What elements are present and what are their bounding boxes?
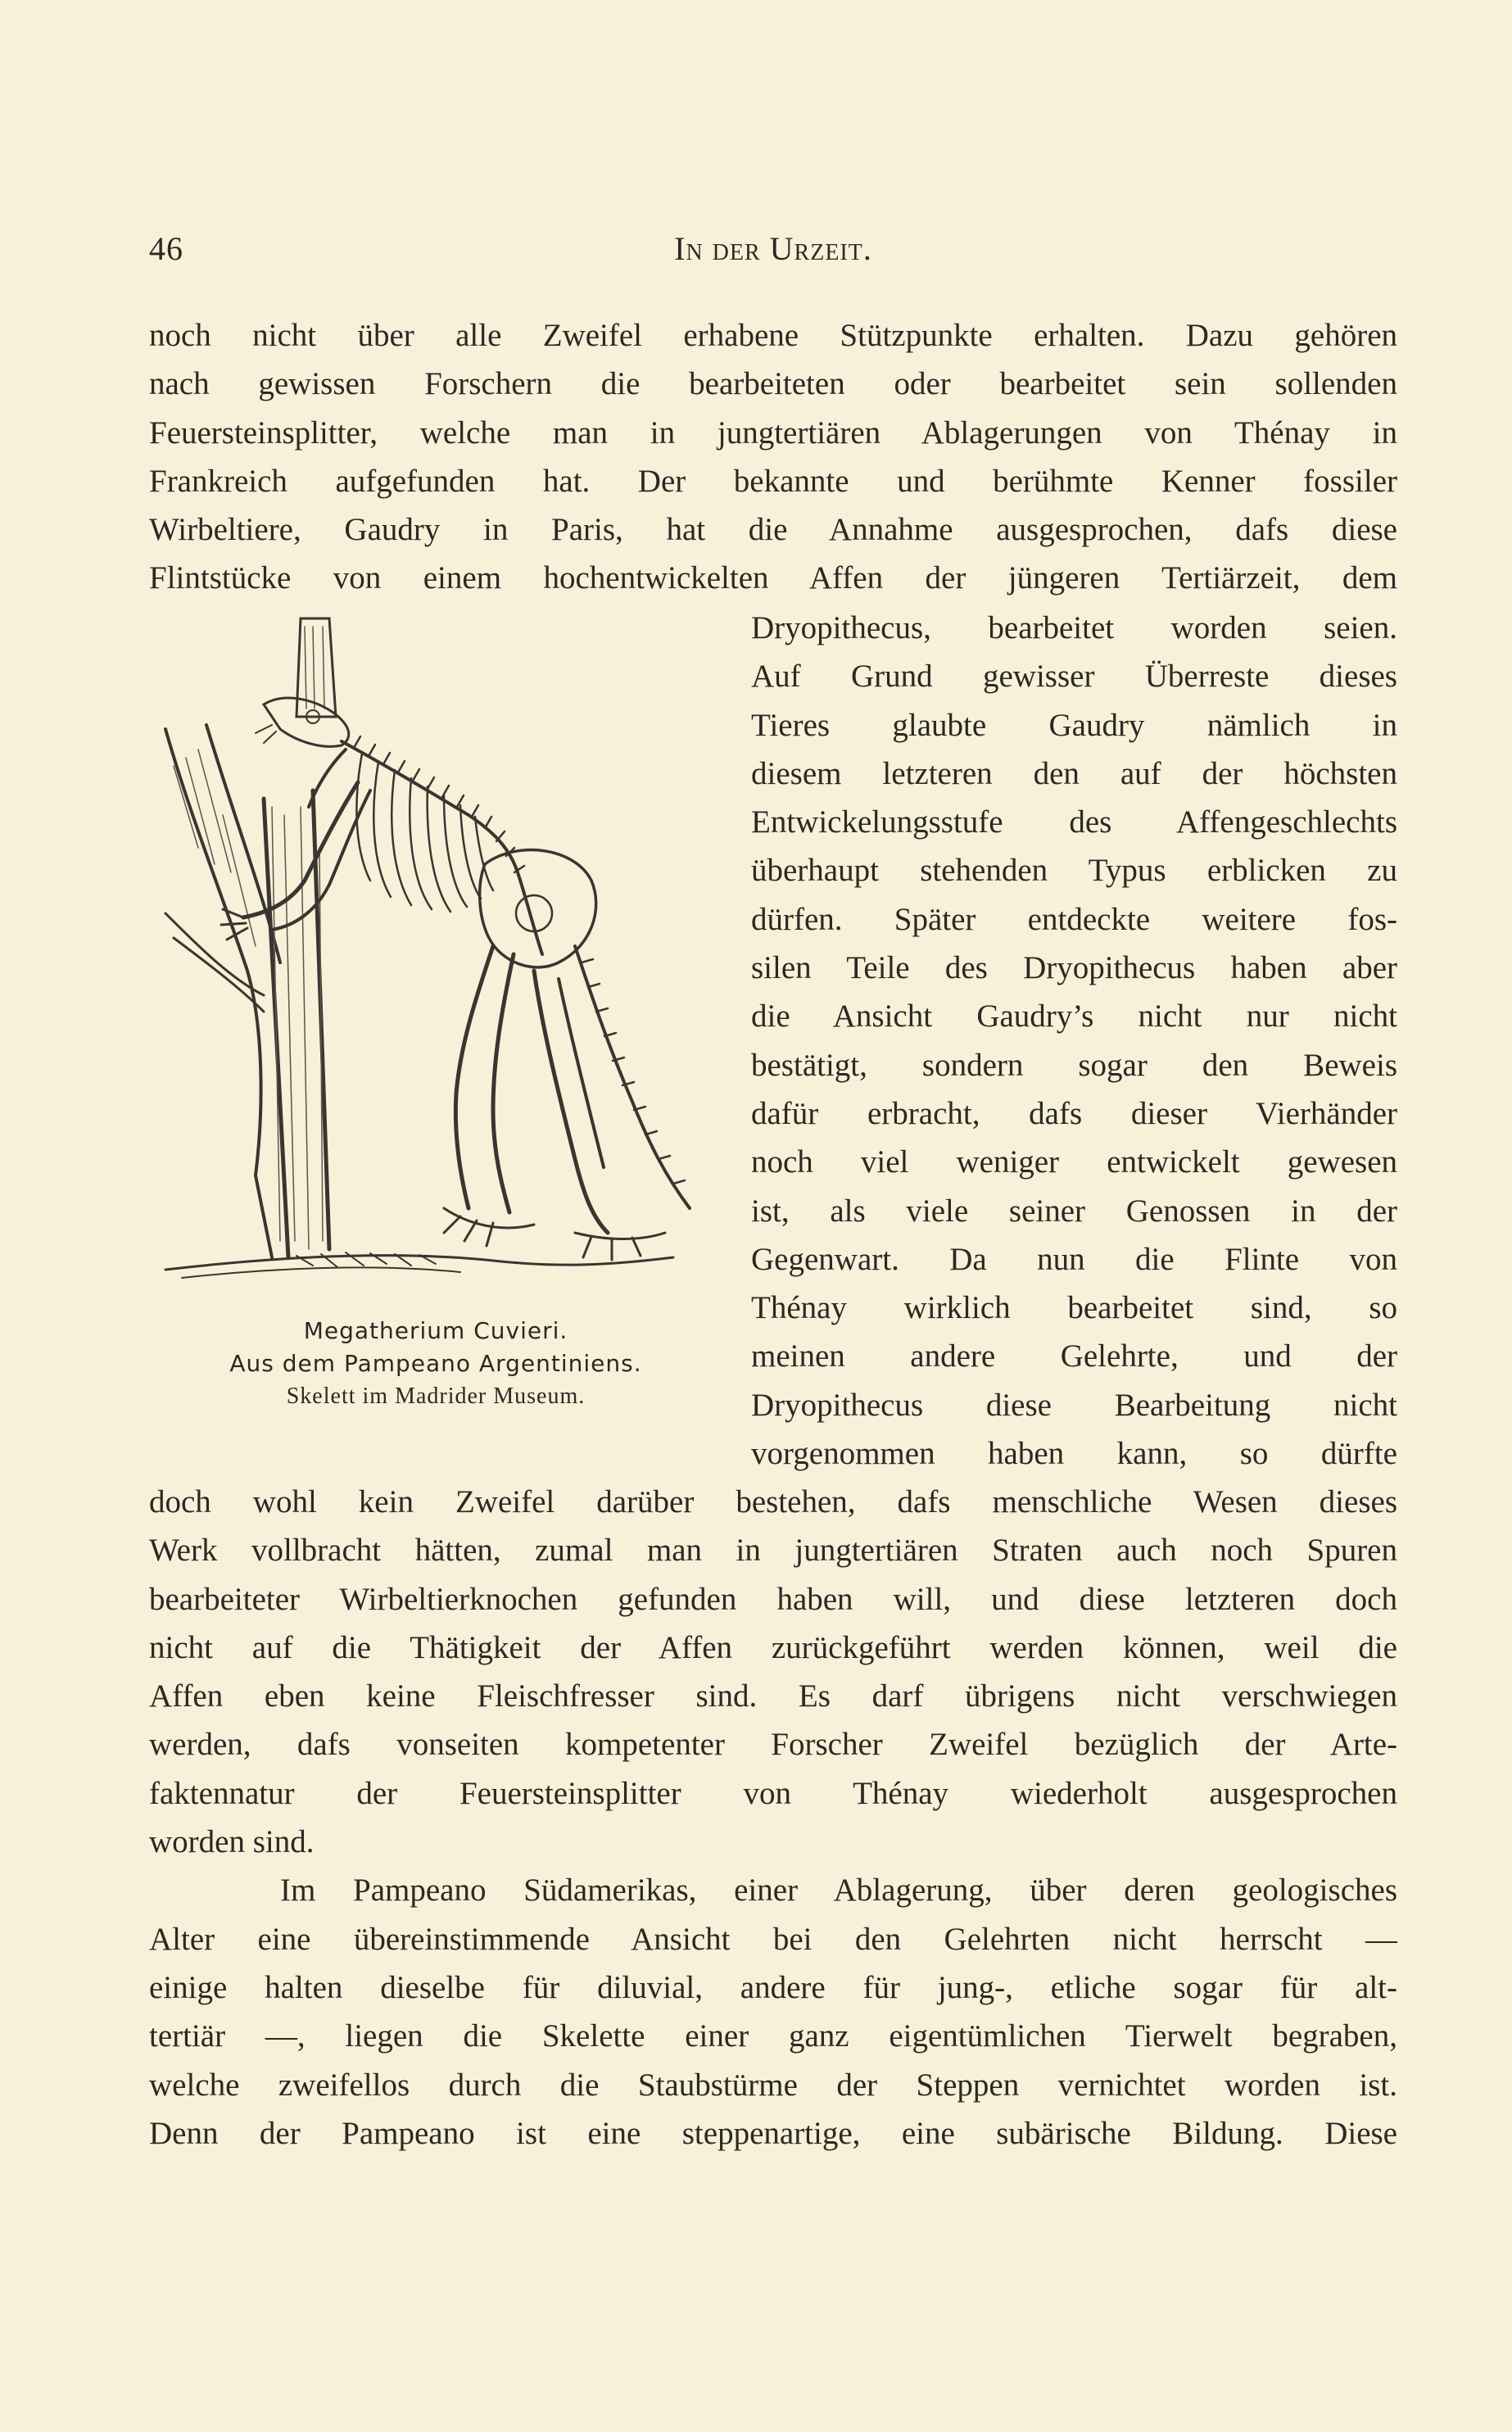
text-line: vorgenommen haben kann, so dürfte — [751, 1436, 1397, 1472]
text-line: Im Pampeano Südamerikas, einer Ablagerung, über deren geologisches — [280, 1873, 1397, 1909]
text-line: meinen andere Gelehrte, und der — [751, 1338, 1397, 1375]
text-line: Thénay wirklich bearbeitet sind, so — [751, 1290, 1397, 1326]
text-line: Tieres glaubte Gaudry nämlich in — [751, 707, 1397, 743]
text-line: noch viel weniger entwickelt gewesen — [751, 1144, 1397, 1180]
text-line: Flintstücke von einem hochentwickelten Affen der jüngeren Tertiärzeit, dem — [149, 560, 1397, 596]
skeleton-engraving — [149, 602, 722, 1290]
skeleton-skull — [256, 618, 349, 746]
text-line: Auf Grund gewisser Überreste dieses — [751, 659, 1397, 695]
text-line: diesem letzteren den auf der höchsten — [751, 755, 1397, 791]
text-line: dafür erbracht, dafs dieser Vierhänder — [751, 1095, 1397, 1131]
text-line: ist, als viele seiner Genossen in der — [751, 1193, 1397, 1229]
text-line: bestätigt, sondern sogar den Beweis — [751, 1047, 1397, 1083]
paragraph-top — [149, 311, 1397, 603]
page-number: 46 — [149, 230, 183, 267]
megatherium-skeleton-illustration — [149, 602, 722, 1290]
text-line: einige halten dieselbe für diluvial, andere für jung-, etliche sogar für alt- — [149, 1969, 1397, 2005]
text-line: Frankreich aufgefunden hat. Der bekannte und berühmte Kenner fossiler — [149, 463, 1397, 499]
page-header — [149, 229, 1397, 279]
text-line: Wirbeltiere, Gaudry in Paris, hat die Annahme ausgesprochen, dafs diese — [149, 512, 1397, 548]
caption-title: Megatherium Cuvieri. — [303, 1317, 568, 1344]
paragraph-bottom — [149, 1478, 1397, 2158]
text-line: dürfen. Später entdeckte weitere fos- — [751, 901, 1397, 937]
text-line: nach gewissen Forschern die bearbeiteten oder bearbeitet sein sollenden — [149, 366, 1397, 402]
text-line: noch nicht über alle Zweifel erhabene Stützpunkte erhalten. Dazu gehören — [149, 318, 1397, 353]
running-head: In der Urzeit. — [674, 230, 872, 267]
text-line: Werk vollbracht hätten, zumal man in jungtertiären Straten auch noch Spuren — [149, 1533, 1397, 1569]
caption-location: Skelett im Madrider Museum. — [286, 1384, 586, 1409]
figure-caption — [149, 1315, 722, 1413]
text-line: silen Teile des Dryopithecus haben aber — [751, 950, 1397, 986]
skeleton-pelvis — [480, 850, 596, 967]
text-line: Feuersteinsplitter, welche man in jungtertiären Ablagerungen von Thénay in — [149, 414, 1397, 451]
text-line: Gegenwart. Da nun die Flinte von — [751, 1241, 1397, 1277]
text-line: nicht auf die Thätigkeit der Affen zurückgeführt werden können, weil die — [149, 1629, 1397, 1665]
caption-origin: Aus dem Pampeano Argentiniens. — [229, 1350, 642, 1377]
skeleton-tail — [575, 946, 690, 1208]
tree-trunk — [165, 725, 329, 1257]
text-line: die Ansicht Gaudry’s nicht nur nicht — [751, 999, 1397, 1035]
ground-shading — [165, 1252, 673, 1278]
text-line: tertiär —, liegen die Skelette einer ganz eigentümlichen Tierwelt begraben, — [149, 2018, 1397, 2054]
text-line: worden sind. — [149, 1824, 315, 1860]
text-line: überhaupt stehenden Typus erblicken zu — [751, 853, 1397, 889]
text-line: werden, dafs vonseiten kompetenter Forscher Zweifel bezüglich der Arte- — [149, 1727, 1397, 1763]
text-line: doch wohl kein Zweifel darüber bestehen, dafs menschliche Wesen dieses — [149, 1484, 1397, 1519]
text-line: Affen eben keine Fleischfresser sind. Es darf übrigens nicht verschwiegen — [149, 1678, 1397, 1714]
skeleton-spine — [342, 736, 542, 954]
text-line: Alter eine übereinstimmende Ansicht bei den Gelehrten nicht herrscht — — [149, 1921, 1397, 1957]
text-line: bearbeiteter Wirbeltierknochen gefunden haben will, und diese letzteren doch — [149, 1581, 1397, 1617]
text-line: Dryopithecus, bearbeitet worden seien. — [751, 610, 1397, 645]
text-line: Dryopithecus diese Bearbeitung nicht — [751, 1387, 1397, 1423]
skeleton-ribcage — [356, 754, 493, 912]
text-line: welche zweifellos durch die Staubstürme der Steppen vernichtet worden ist. — [149, 2067, 1397, 2103]
paragraph-beside-figure — [751, 604, 1397, 1478]
text-line: faktennatur der Feuersteinsplitter von Thénay wiederholt ausgesprochen — [149, 1775, 1397, 1811]
text-line: Entwickelungsstufe des Affengeschlechts — [751, 804, 1397, 840]
text-line: Denn der Pampeano ist eine steppenartige, eine subärische Bildung. Diese — [149, 2115, 1397, 2151]
